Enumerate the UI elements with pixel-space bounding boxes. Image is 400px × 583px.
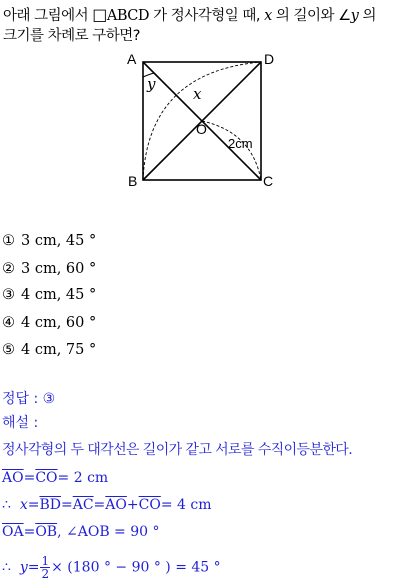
angle-aob: , ∠AOB = 90 ° — [57, 524, 160, 540]
question-text: 아래 그림에서 — [3, 8, 93, 24]
option-number: ② — [2, 261, 15, 277]
square-figure — [0, 50, 400, 245]
explanation-label: 해설 : — [2, 415, 39, 431]
segment-bd: $\overline{BD}$ — [39, 497, 61, 513]
vertex-d: D — [264, 51, 275, 67]
var-y: y — [19, 559, 28, 576]
explanation-line-1: 정사각형의 두 대각선은 길이가 같고 서로를 수직이등분한다. — [2, 442, 353, 458]
explanation-eq-4 — [2, 555, 221, 580]
vertex-c: C — [263, 173, 274, 189]
fraction-one-half — [40, 555, 50, 580]
eq1-result: = 2 cm — [57, 470, 109, 486]
segment-ac: $\overline{AC}$ — [72, 497, 94, 513]
vertex-b: B — [128, 173, 138, 189]
fraction-denominator: 2 — [41, 567, 50, 581]
label-2cm: 2cm — [228, 136, 253, 151]
var-x: x — [264, 8, 272, 24]
segment-ao: $\overline{AO}$ — [2, 470, 24, 486]
option-1[interactable] — [2, 232, 96, 250]
option-text: 3 cm, 45 ° — [21, 233, 97, 249]
label-y: y — [147, 75, 156, 93]
answer-label: 정답 : ③ — [2, 391, 56, 407]
question-line-1 — [3, 6, 376, 25]
equals-sign: = — [93, 497, 106, 513]
equals-sign: = — [23, 470, 36, 486]
eq2-result: = 4 cm — [160, 497, 212, 513]
segment-ob: $\overline{OB}$ — [35, 524, 58, 540]
option-5[interactable] — [2, 341, 96, 359]
option-2[interactable] — [2, 260, 96, 278]
explanation-eq-3 — [2, 523, 160, 541]
square-name: ABCD — [106, 8, 150, 24]
label-x: x — [193, 85, 202, 103]
equals-sign: = — [23, 524, 36, 540]
option-text: 4 cm, 45 ° — [21, 287, 97, 303]
option-text: 4 cm, 75 ° — [21, 342, 97, 358]
option-4[interactable] — [2, 314, 96, 332]
option-number: ⑤ — [2, 342, 15, 358]
equals-sign: = — [27, 497, 40, 513]
option-number: ① — [2, 233, 15, 249]
eq4-rest: × (180 ° − 90 ° ) = 45 ° — [51, 559, 221, 576]
option-text: 4 cm, 60 ° — [21, 315, 97, 331]
square-symbol: □ — [92, 5, 107, 24]
explanation-eq-1 — [2, 469, 108, 487]
therefore-symbol: ∴ — [2, 497, 11, 513]
question-text: 의 — [358, 8, 376, 24]
vertex-a: A — [127, 51, 137, 67]
segment-co: $\overline{CO}$ — [35, 470, 58, 486]
option-number: ③ — [2, 287, 15, 303]
var-y: y — [350, 8, 359, 24]
fraction-numerator: 1 — [41, 554, 50, 568]
segment-oa: $\overline{OA}$ — [2, 524, 24, 540]
explanation-eq-2 — [2, 496, 211, 514]
segment-ao: $\overline{AO}$ — [105, 497, 127, 513]
question-text: 크기를 차례로 구하면? — [3, 28, 140, 44]
question-text: 의 길이와 — [271, 8, 339, 24]
equals-sign: = — [60, 497, 73, 513]
var-x: x — [19, 497, 28, 513]
equals-sign: = — [27, 559, 40, 576]
center-o: O — [196, 121, 207, 137]
therefore-symbol: ∴ — [2, 559, 11, 576]
question-line-2 — [3, 27, 140, 45]
option-text: 3 cm, 60 ° — [21, 261, 97, 277]
option-3[interactable] — [2, 286, 96, 304]
angle-symbol: ∠ — [338, 8, 351, 24]
segment-co: $\overline{CO}$ — [138, 497, 161, 513]
option-number: ④ — [2, 315, 15, 331]
plus-sign: + — [126, 497, 139, 513]
question-text: 가 정사각형일 때, — [149, 8, 265, 24]
